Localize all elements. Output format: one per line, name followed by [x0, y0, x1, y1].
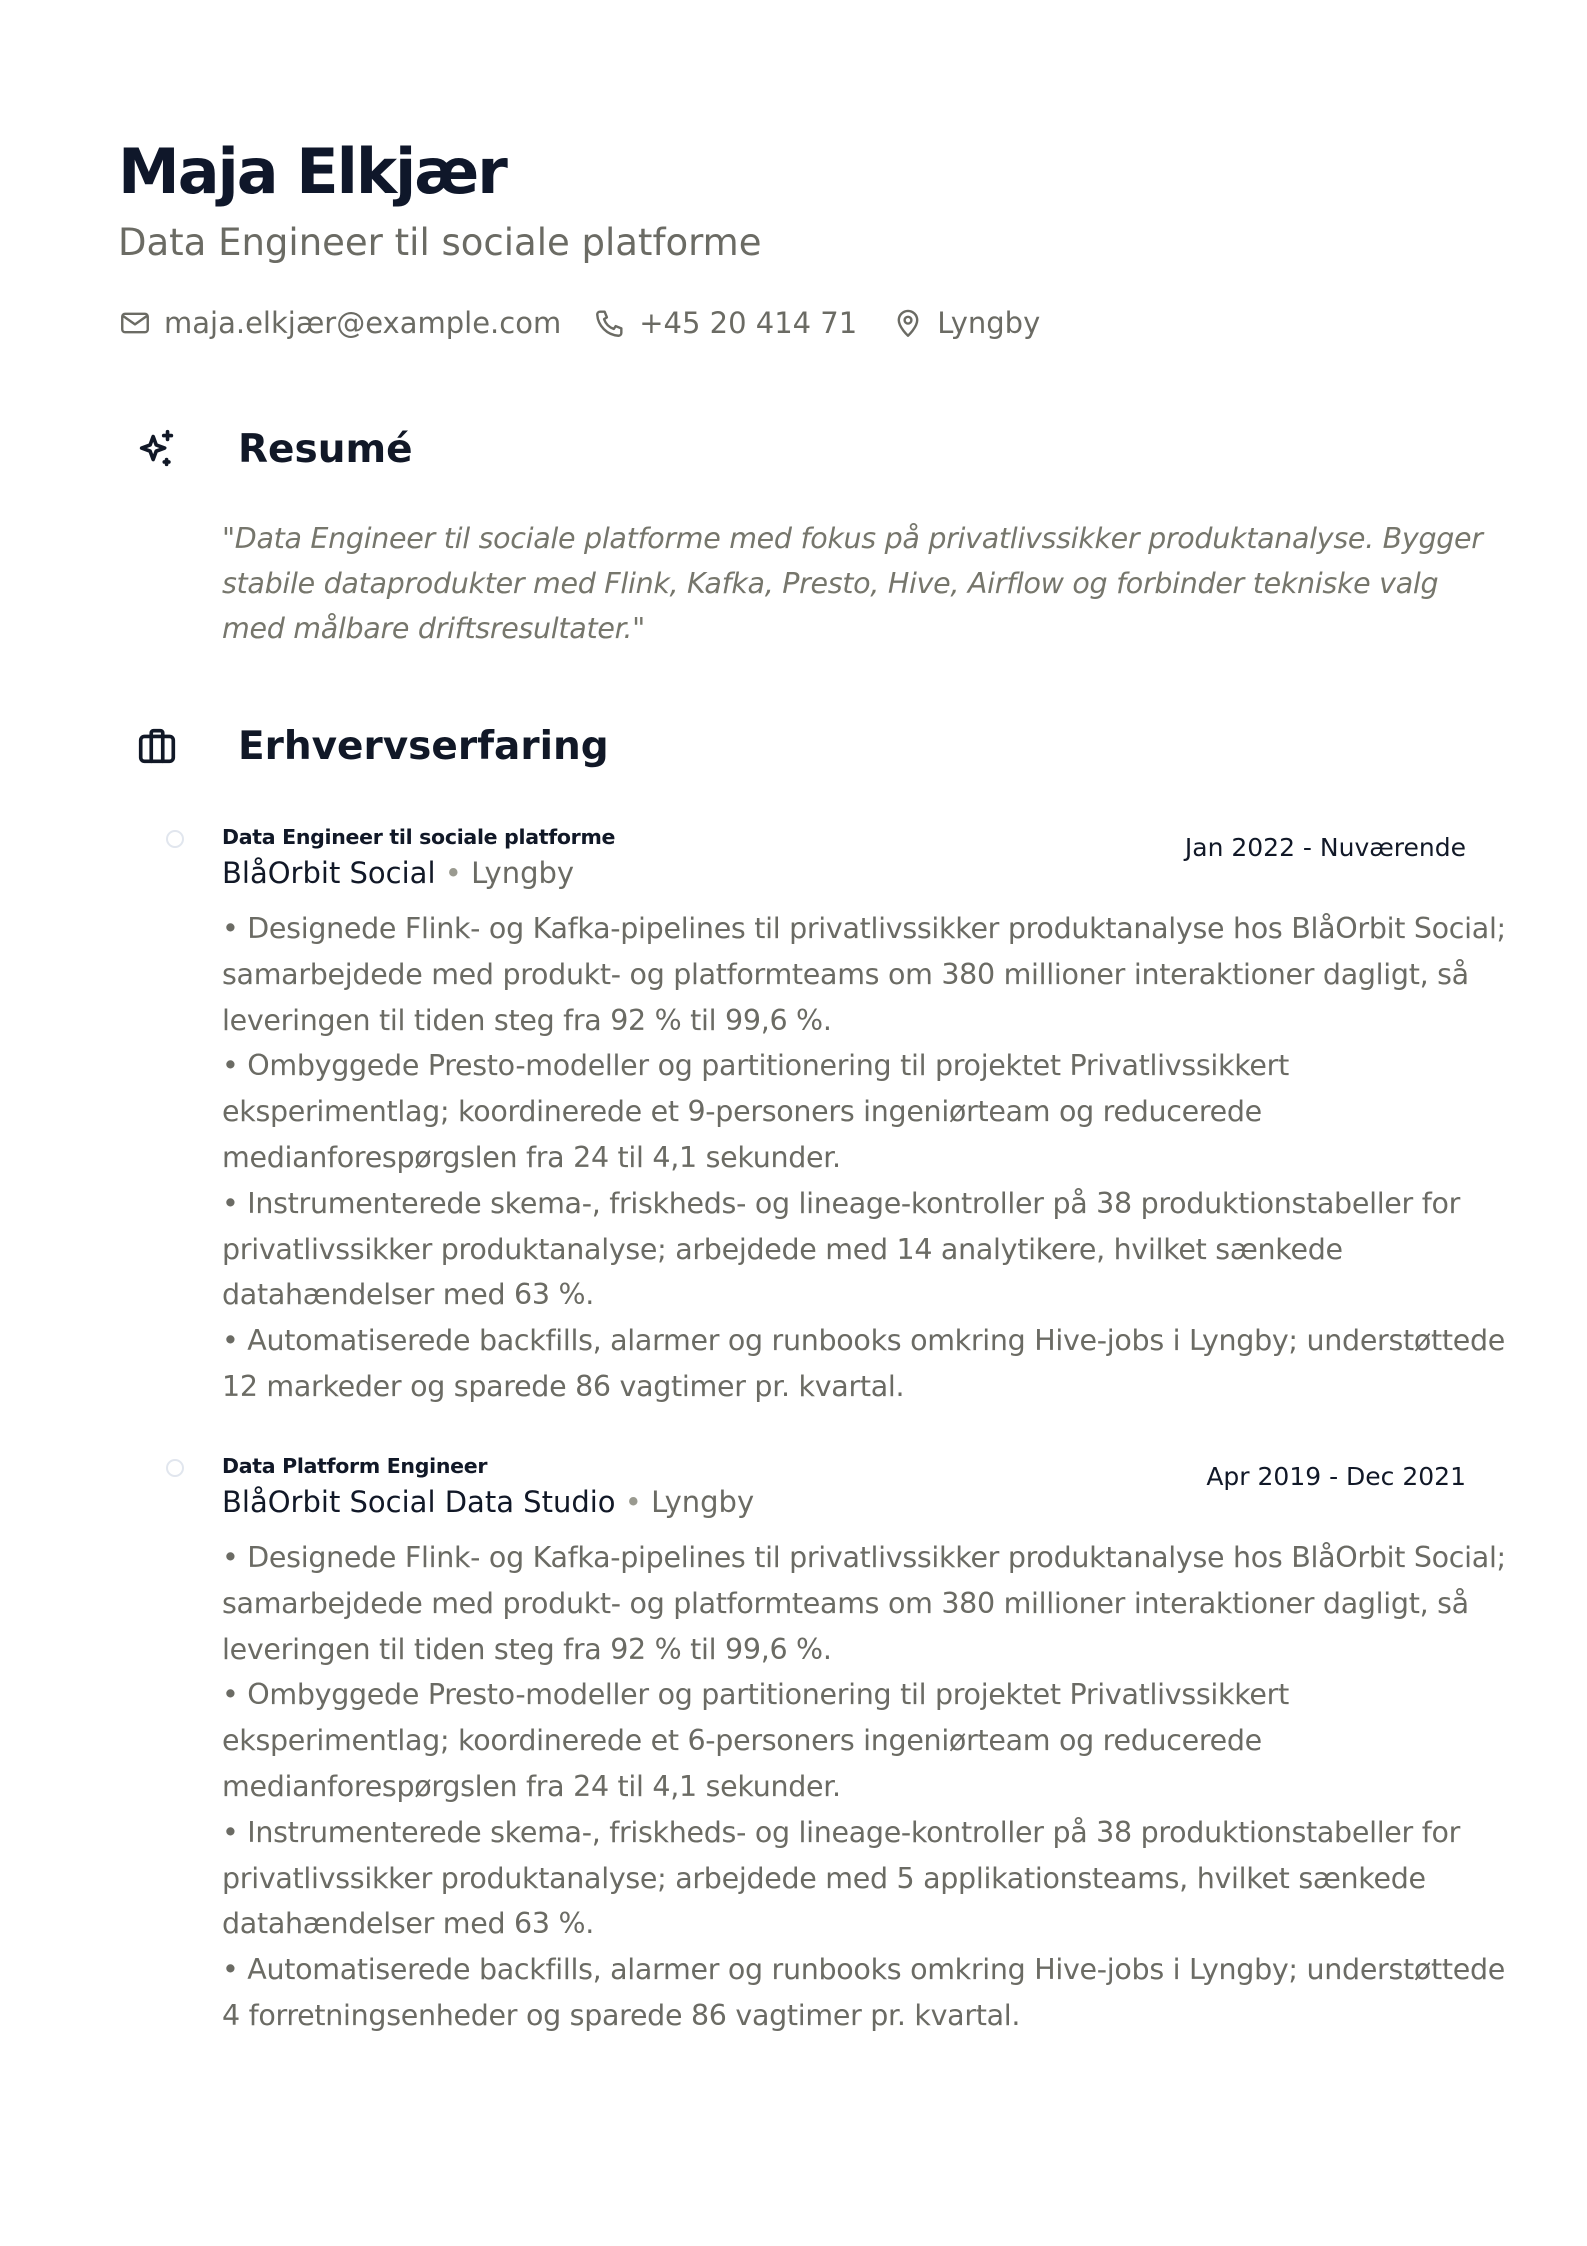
job-bullet: • Designede Flink- og Kafka-pipelines til privatlivssikker produktanalyse hos BlåOrbit Social; samarbejdede med produkt- og platformteams om 380 millioner interaktioner dagligt, så leveringen til tiden steg fra 92 % til 99,6 %.	[222, 1541, 1506, 1666]
job-bullet: • Designede Flink- og Kafka-pipelines til privatlivssikker produktanalyse hos BlåOrbit Social; samarbejdede med produkt- og platformteams om 380 millioner interaktioner dagligt, så leveringen til tiden steg fra 92 % til 99,6 %.	[222, 912, 1506, 1037]
timeline-dot	[166, 830, 184, 848]
briefcase-icon	[134, 723, 180, 769]
job-role: Data Platform Engineer	[222, 1454, 488, 1478]
phone-text: +45 20 414 71	[639, 306, 858, 340]
job-dates: Jan 2022 - Nuværende	[1184, 833, 1466, 862]
job-bullet: • Automatiserede backfills, alarmer og runbooks omkring Hive-jobs i Lyngby; understøttede 12 markeder og sparede 86 vagtimer pr. kvartal.	[222, 1324, 1506, 1403]
map-pin-icon	[891, 306, 925, 340]
job-company: BlåOrbit Social	[222, 856, 436, 890]
mail-icon	[118, 306, 152, 340]
experience-heading: Erhvervserfaring	[238, 723, 609, 769]
job-bullets	[222, 906, 1512, 1410]
contact-email[interactable]	[118, 306, 561, 340]
phone-icon	[593, 306, 627, 340]
job-role: Data Engineer til sociale platforme	[222, 825, 616, 849]
contact-location	[891, 306, 1040, 340]
job-bullet: • Instrumenterede skema-, friskheds- og lineage-kontroller på 38 produktionstabeller for privatlivssikker produktanalyse; arbejdede med 14 analytikere, hvilket sænkede datahændelser med 63 %.	[222, 1186, 1461, 1312]
job-company: BlåOrbit Social Data Studio	[222, 1485, 616, 1519]
job-dates: Apr 2019 - Dec 2021	[1206, 1462, 1466, 1491]
experience-section-header	[134, 716, 609, 776]
job-location: Lyngby	[651, 1485, 755, 1519]
contact-phone[interactable]	[593, 306, 857, 340]
email-text: maja.elkjær@example.com	[164, 306, 562, 340]
job-bullet: • Ombyggede Presto-modeller og partitionering til projektet Privatlivssikkert eksperimentlag; koordinerede et 9-personers ingeniørteam og reducerede medianforespørgslen fra 24 til 4,1 sekunder.	[222, 1049, 1289, 1174]
location-text: Lyngby	[937, 306, 1041, 340]
job-bullet: • Automatiserede backfills, alarmer og runbooks omkring Hive-jobs i Lyngby; understøttede 4 forretningsenheder og sparede 86 vagtimer pr. kvartal.	[222, 1953, 1506, 2032]
timeline-dot	[166, 1459, 184, 1477]
sparkle-icon	[134, 426, 180, 472]
candidate-name: Maja Elkjær	[118, 135, 506, 208]
job-bullets	[222, 1535, 1512, 2039]
contact-bar	[118, 298, 1040, 348]
job-location: Lyngby	[471, 856, 575, 890]
summary-text: "Data Engineer til sociale platforme med fokus på privatlivssikker produktanalyse. Bygger stabile dataprodukter med Flink, Kafka, Presto, Hive, Airflow og forbinder tekniske valg med målbare driftsresultater."	[222, 522, 1483, 645]
job-company-line	[222, 852, 574, 894]
job-bullet: • Instrumenterede skema-, friskheds- og lineage-kontroller på 38 produktionstabeller for privatlivssikker produktanalyse; arbejdede med 5 applikationsteams, hvilket sænkede datahændelser med 63 %.	[222, 1815, 1461, 1941]
job-company-line	[222, 1481, 754, 1523]
job-separator: •	[444, 856, 462, 890]
job-separator: •	[624, 1485, 642, 1519]
candidate-title: Data Engineer til sociale platforme	[118, 221, 762, 264]
job-bullet: • Ombyggede Presto-modeller og partitionering til projektet Privatlivssikkert eksperimentlag; koordinerede et 6-personers ingeniørteam og reducerede medianforespørgslen fra 24 til 4,1 sekunder.	[222, 1678, 1289, 1803]
summary-section-header	[134, 419, 413, 479]
summary-heading: Resumé	[238, 426, 413, 472]
